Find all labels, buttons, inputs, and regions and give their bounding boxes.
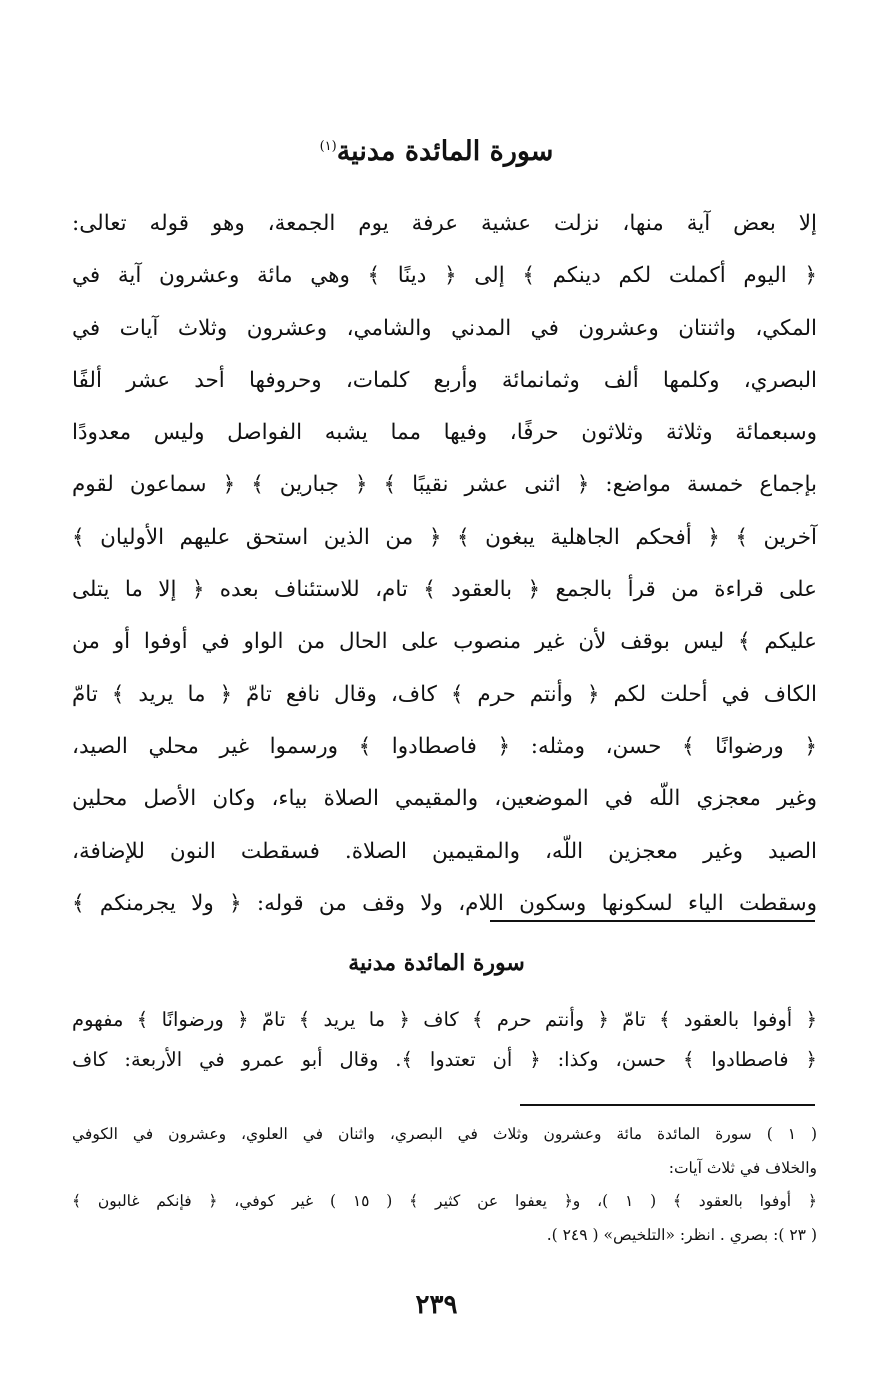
page-number: ٢٣٩ — [415, 1290, 458, 1320]
footnote-marker: (١) — [319, 139, 337, 154]
page-title — [0, 136, 873, 167]
section-line: ﴿ أوفوا بالعقود ﴾ تامّ ﴿ وأنتم حرم ﴾ كاف ﴿ ما يريد ﴾ تامّ ﴿ ورضوانًا ﴾ مفهوم — [72, 1008, 817, 1031]
footnote-line: ( ٢٣ ): بصري . انظر: «التلخيص» ( ٢٤٩ ). — [546, 1225, 817, 1244]
footnote-line: والخلاف في ثلاث آيات: — [668, 1158, 817, 1177]
body-line: البصري، وكلمها ألف وثمانمائة وأربع كلمات، وحروفها أحد عشر ألفًا — [72, 367, 817, 393]
section-divider — [490, 920, 815, 922]
footnote-divider — [520, 1104, 815, 1106]
body-line: على قراءة من قرأ بالجمع ﴿ بالعقود ﴾ تام، للاستئناف بعده ﴿ إلا ما يتلى — [72, 577, 817, 603]
body-line: إلا بعض آية منها، نزلت عشية عرفة يوم الجمعة، وهو قوله تعالى: — [72, 211, 817, 236]
body-line: الكاف في أحلت لكم ﴿ وأنتم حرم ﴾ كاف، وقال نافع تامّ ﴿ ما يريد ﴾ تامّ — [72, 681, 817, 707]
body-line: بإجماع خمسة مواضع: ﴿ اثنى عشر نقيبًا ﴾ ﴿ جبارين ﴾ ﴿ سماعون لقوم — [72, 472, 817, 498]
body-line: ﴿ اليوم أكملت لكم دينكم ﴾ إلى ﴿ دينًا ﴾ وهي مائة وعشرون آية في — [72, 263, 817, 289]
main-body — [72, 198, 817, 930]
body-line: الصيد وغير معجزين اللّه، والمقيمين الصلاة. فسقطت النون للإضافة، — [72, 838, 817, 864]
section-line: ﴿ فاصطادوا ﴾ حسن، وكذا: ﴿ أن تعتدوا ﴾. وقال أبو عمرو في الأربعة: كاف — [72, 1048, 817, 1071]
page-title-text: سورة المائدة مدنية — [336, 136, 554, 167]
body-line: آخرين ﴾ ﴿ أفحكم الجاهلية يبغون ﴾ ﴿ من الذين استحق عليهم الأوليان ﴾ — [72, 524, 817, 550]
body-line: وسبعمائة وثلاثة وثلاثون حرفًا، وفيها مما يشبه الفواصل وليس معدودًا — [72, 420, 817, 446]
section-title: سورة المائدة مدنية — [348, 950, 525, 976]
footnote-line: ﴿ أوفوا بالعقود ﴾ ( ١ )، و﴿ يعفوا عن كثير ﴾ ( ١٥ ) غير كوفي، ﴿ فإنكم غالبون ﴾ — [72, 1192, 817, 1210]
body-line: المكي، واثنتان وعشرون في المدني والشامي، وعشرون وثلاث آيات في — [72, 315, 817, 341]
body-line: ﴿ ورضوانًا ﴾ حسن، ومثله: ﴿ فاصطادوا ﴾ ورسموا غير محلي الصيد، — [72, 733, 817, 759]
body-line: وغير معجزي اللّه في الموضعين، والمقيمي الصلاة بياء، وكان الأصل محلين — [72, 786, 817, 812]
section-body — [72, 1000, 817, 1080]
footnotes — [72, 1118, 817, 1252]
body-line: وسقطت الياء لسكونها وسكون اللام، ولا وقف من قوله: ﴿ ولا يجرمنكم ﴾ — [72, 890, 817, 916]
body-line: عليكم ﴾ ليس بوقف لأن غير منصوب على الحال من الواو في أوفوا أو من — [72, 629, 817, 655]
footnote-line: ( ١ ) سورة المائدة مائة وعشرون وثلاث في البصري، واثنان في العلوي، وعشرون في الكوفي — [72, 1125, 817, 1143]
